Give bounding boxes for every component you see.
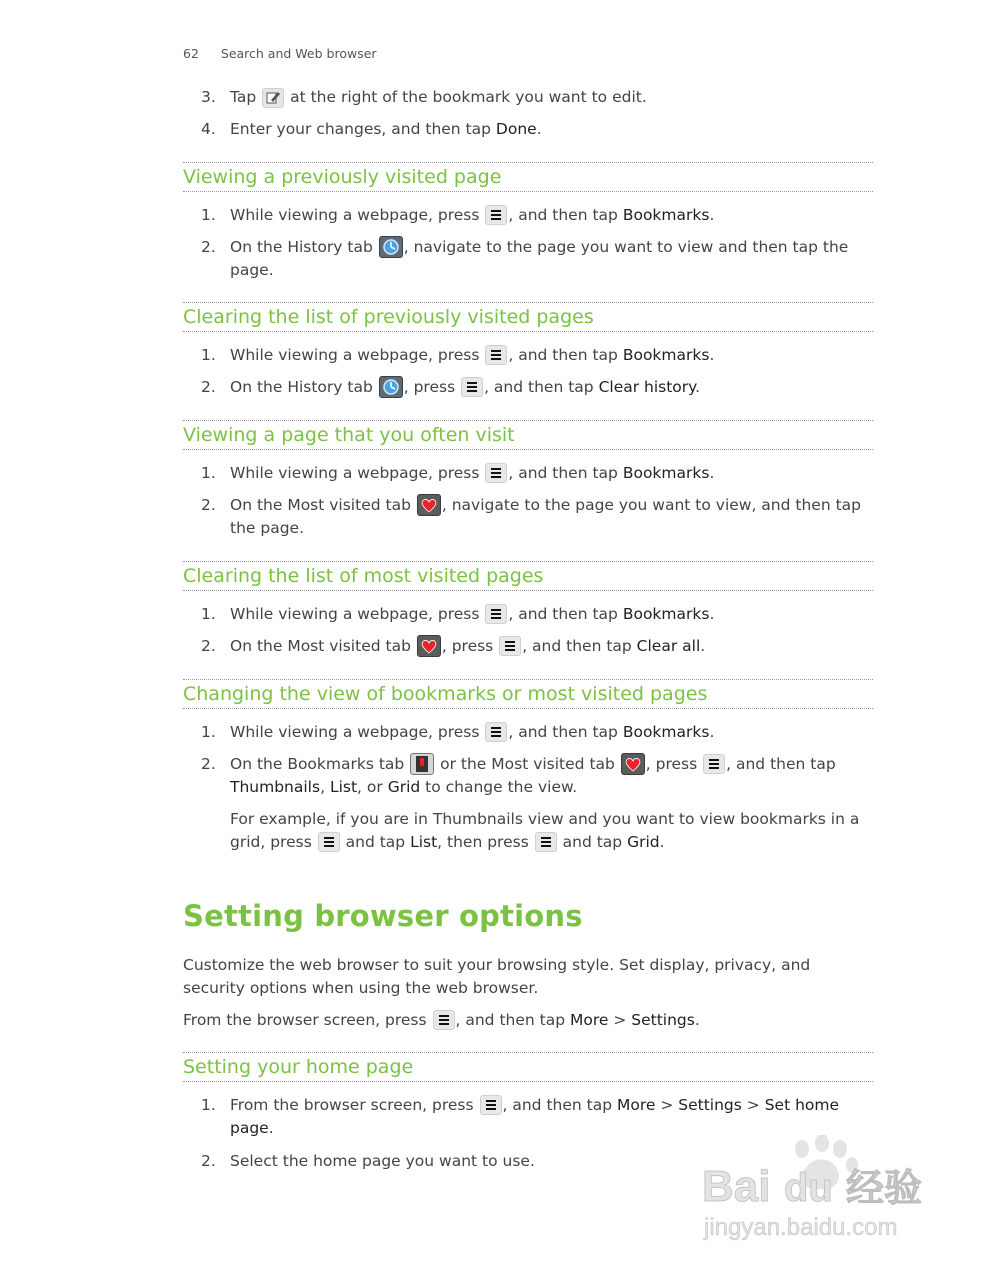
menu-icon [433, 1010, 455, 1030]
baidu-watermark [700, 1135, 940, 1245]
history-tab-icon [379, 236, 403, 258]
intro-paragraph: Customize the web browser to suit your browsing style. Set display, privacy, and security options when using the web browser. [183, 956, 811, 997]
most-visited-heart-icon [417, 494, 441, 516]
section-heading: Clearing the list of most visited pages [183, 561, 873, 591]
bookmarks-tab-icon [410, 753, 434, 775]
list-item: 1. While viewing a webpage, press , and then tap Bookmarks. [201, 723, 715, 741]
chapter-title: Search and Web browser [220, 46, 377, 61]
menu-icon [485, 345, 507, 365]
chapter-heading: Setting browser options [183, 899, 583, 933]
menu-icon [485, 722, 507, 742]
svg-text:Bai: Bai [702, 1162, 771, 1211]
page-header [183, 46, 377, 61]
menu-icon [480, 1095, 502, 1115]
menu-icon [535, 832, 557, 852]
menu-icon [485, 463, 507, 483]
page-number: 62 [183, 46, 199, 61]
edit-bookmark-icon [262, 88, 284, 108]
section-heading: Setting your home page [183, 1052, 873, 1082]
most-visited-heart-icon [417, 635, 441, 657]
step-4: 4. Enter your changes, and then tap Done. [201, 120, 542, 138]
list-item: 2. On the History tab , press , and then tap Clear history. [201, 378, 701, 396]
menu-icon [703, 754, 725, 774]
list-item: 1. From the browser screen, press , and then tap More > Settings > Set home page. [201, 1096, 840, 1137]
history-tab-icon [379, 376, 403, 398]
most-visited-heart-icon [621, 753, 645, 775]
step-3: 3. Tap at the right of the bookmark you want to edit. [201, 88, 647, 106]
svg-text:经验: 经验 [846, 1166, 923, 1210]
svg-text:jingyan.baidu.com: jingyan.baidu.com [704, 1214, 898, 1241]
list-item: 2. On the Bookmarks tab or the Most visited tab , press , and then tap Thumbnails, List, or Grid to change the view. [201, 755, 836, 796]
section-heading: Viewing a previously visited page [183, 162, 873, 192]
list-item: 1. While viewing a webpage, press , and then tap Bookmarks. [201, 605, 715, 623]
list-item: 2. On the Most visited tab , press , and then tap Clear all. [201, 637, 706, 655]
section-heading: Clearing the list of previously visited pages [183, 302, 873, 332]
list-item: 2. On the Most visited tab , navigate to the page you want to view, and then tap the page. [201, 496, 862, 537]
menu-icon [485, 205, 507, 225]
list-item: 2. On the History tab , navigate to the page you want to view and then tap the page. [201, 238, 849, 279]
list-item: 1. While viewing a webpage, press , and then tap Bookmarks. [201, 464, 715, 482]
list-item: 1. While viewing a webpage, press , and then tap Bookmarks. [201, 346, 715, 364]
svg-text:du: du [784, 1166, 833, 1210]
list-item: 1. While viewing a webpage, press , and then tap Bookmarks. [201, 206, 715, 224]
menu-icon [318, 832, 340, 852]
menu-icon [499, 636, 521, 656]
section-heading: Viewing a page that you often visit [183, 420, 873, 450]
menu-icon [485, 604, 507, 624]
menu-icon [461, 377, 483, 397]
section-heading: Changing the view of bookmarks or most visited pages [183, 679, 873, 709]
list-item: 2. Select the home page you want to use. [201, 1152, 535, 1170]
example-paragraph: For example, if you are in Thumbnails view and you want to view bookmarks in a grid, press and tap List, then press and tap Grid. [230, 810, 860, 851]
settings-paragraph: From the browser screen, press , and then tap More > Settings. [183, 1011, 700, 1029]
